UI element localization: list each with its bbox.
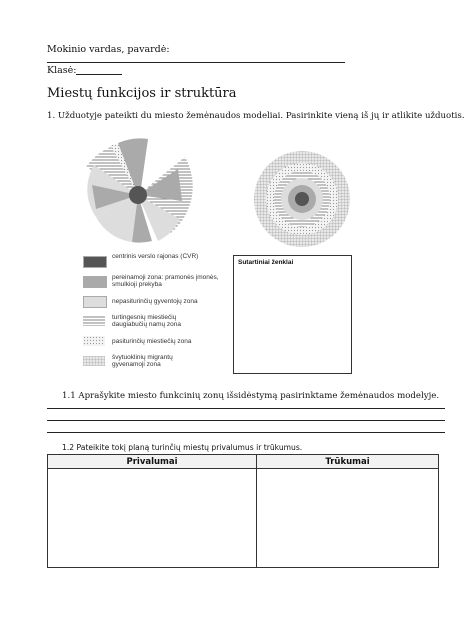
student-name-field[interactable] bbox=[47, 62, 345, 63]
page-title: Miestų funkcijos ir struktūra bbox=[47, 86, 237, 101]
sector-model-diagram bbox=[86, 138, 196, 246]
legend-swatch-dots bbox=[83, 336, 105, 346]
table-header-cons: Trūkumai bbox=[257, 455, 439, 469]
symbols-box[interactable] bbox=[233, 255, 352, 374]
zone-cbd-core bbox=[295, 192, 309, 206]
class-label: Klasė: bbox=[47, 65, 77, 76]
legend-label-hlines: turtingesnių miestiečių daugiabučių namų zona bbox=[112, 314, 182, 328]
class-field[interactable] bbox=[76, 74, 122, 75]
cons-cell[interactable] bbox=[257, 469, 439, 568]
table-header-pros: Privalumai bbox=[48, 455, 257, 469]
task-1-1-text: 1.1 Aprašykite miesto funkcinių zonų išsidėstymą pasirinktame žemėnaudos modelyje. bbox=[62, 391, 440, 401]
answer-line-2[interactable] bbox=[47, 420, 445, 421]
legend-label-poor: nepasiturinčių gyventojų zona bbox=[112, 298, 198, 305]
legend-label-cbd: centrinis verslo rajonas (CVR) bbox=[112, 253, 199, 260]
legend-label-dots: pasiturinčių miestiečių zona bbox=[112, 338, 192, 345]
pros-cons-table bbox=[47, 454, 439, 568]
legend-swatch-grid bbox=[83, 356, 105, 366]
pros-cell[interactable] bbox=[48, 469, 257, 568]
legend-label-grid: švytuoklinių migrantų gyvenamoji zona bbox=[112, 354, 173, 368]
symbols-box-title: Sutartiniai ženklai bbox=[238, 259, 294, 266]
answer-line-3[interactable] bbox=[47, 432, 445, 433]
concentric-model-diagram bbox=[252, 150, 352, 248]
legend-swatch-hlines bbox=[83, 316, 105, 326]
sector-cbd bbox=[129, 186, 147, 204]
task-1-2-text: 1.2 Pateikite tokį planą turinčių miestų privalumus ir trūkumus. bbox=[62, 443, 303, 452]
student-name-label: Mokinio vardas, pavardė: bbox=[47, 44, 170, 55]
legend-swatch-transition bbox=[83, 276, 107, 288]
legend-swatch-poor bbox=[83, 296, 107, 308]
task-1-text: 1. Užduotyje pateikti du miesto žemėnaudos modeliai. Pasirinkite vieną iš jų ir atlikite užduotis. bbox=[47, 111, 465, 121]
legend-label-transition: pereinamoji zona: pramonės įmonės, smulkioji prekyba bbox=[112, 274, 219, 288]
legend-swatch-cbd bbox=[83, 256, 107, 268]
answer-line-1[interactable] bbox=[47, 408, 445, 409]
